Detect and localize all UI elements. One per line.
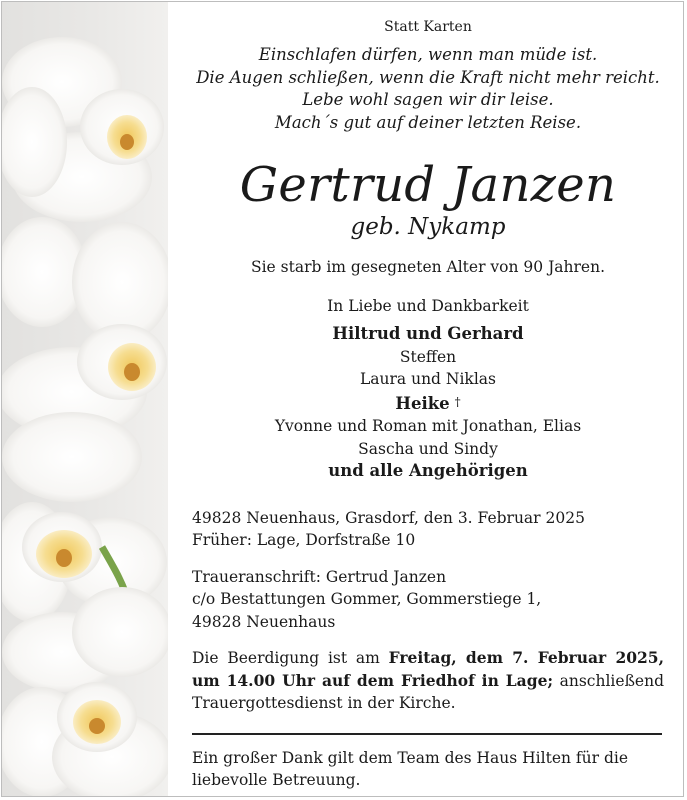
- cross-icon: †: [454, 394, 461, 409]
- mourner-line-1: Hiltrud und Gerhard: [332, 324, 524, 343]
- divider: [192, 733, 662, 735]
- mourner-line-6: Sascha und Sindy: [358, 439, 498, 458]
- poem-line-2: Die Augen schließen, wenn die Kraft nicht mehr reicht.: [196, 67, 660, 87]
- poem-line-3: Lebe wohl sagen wir dir leise.: [302, 90, 554, 109]
- poem: [192, 44, 664, 134]
- poem-line-4: Mach´s gut auf deiner letzten Reise.: [274, 112, 582, 132]
- address-line-1: Traueranschrift: Gertrud Janzen: [192, 567, 447, 586]
- poem-line-1: Einschlafen dürfen, wenn man müde ist.: [258, 45, 598, 64]
- funeral-prefix: Die Beerdigung ist am: [192, 649, 389, 667]
- orchid-flower-3: [2, 412, 167, 622]
- mourner-line-5: Yvonne und Roman mit Jonathan, Elias: [274, 417, 582, 435]
- maiden-name: geb. Nykamp: [350, 214, 506, 240]
- mourner-line-3: Laura und Niklas: [360, 370, 496, 388]
- orchid-illustration: [2, 2, 168, 797]
- statt-karten-note: Statt Karten: [384, 19, 472, 35]
- place-and-date: [192, 507, 664, 552]
- orchid-flower-1: [2, 37, 164, 222]
- funeral-suffix: anschließend Trauergottesdienst in der Kirche.: [192, 671, 664, 712]
- mourner-line-4: [192, 391, 664, 416]
- place-line-2: Früher: Lage, Dorfstraße 10: [192, 531, 416, 549]
- dedication-intro: In Liebe und Dankbarkeit: [327, 297, 529, 315]
- mourner-line-7: und alle Angehörigen: [328, 461, 528, 480]
- funeral-date-place: Freitag, dem 7. Februar 2025, um 14.00 Uhr auf dem Friedhof in Lage;: [192, 648, 664, 690]
- obituary-card: [1, 1, 684, 797]
- mourners-list: [192, 323, 664, 483]
- mourner-heike: Heike: [395, 393, 450, 413]
- place-line-1: 49828 Neuenhaus, Grasdorf, den 3. Februar 2025: [192, 508, 585, 527]
- address-line-3: 49828 Neuenhaus: [192, 612, 336, 631]
- thanks-note: Ein großer Dank gilt dem Team des Haus Hilten für die liebevolle Betreuung.: [192, 748, 629, 789]
- address-line-2: c/o Bestattungen Gommer, Gommerstiege 1,: [192, 590, 542, 608]
- deceased-name: Gertrud Janzen: [239, 157, 617, 213]
- orchid-image: [2, 2, 168, 796]
- mourning-address: [192, 566, 664, 634]
- funeral-notice: [192, 647, 664, 715]
- mourner-line-2: Steffen: [399, 347, 457, 366]
- obituary-text: [192, 2, 664, 792]
- age-statement: Sie starb im gesegneten Alter von 90 Jahren.: [250, 258, 606, 276]
- orchid-flower-2: [2, 217, 168, 437]
